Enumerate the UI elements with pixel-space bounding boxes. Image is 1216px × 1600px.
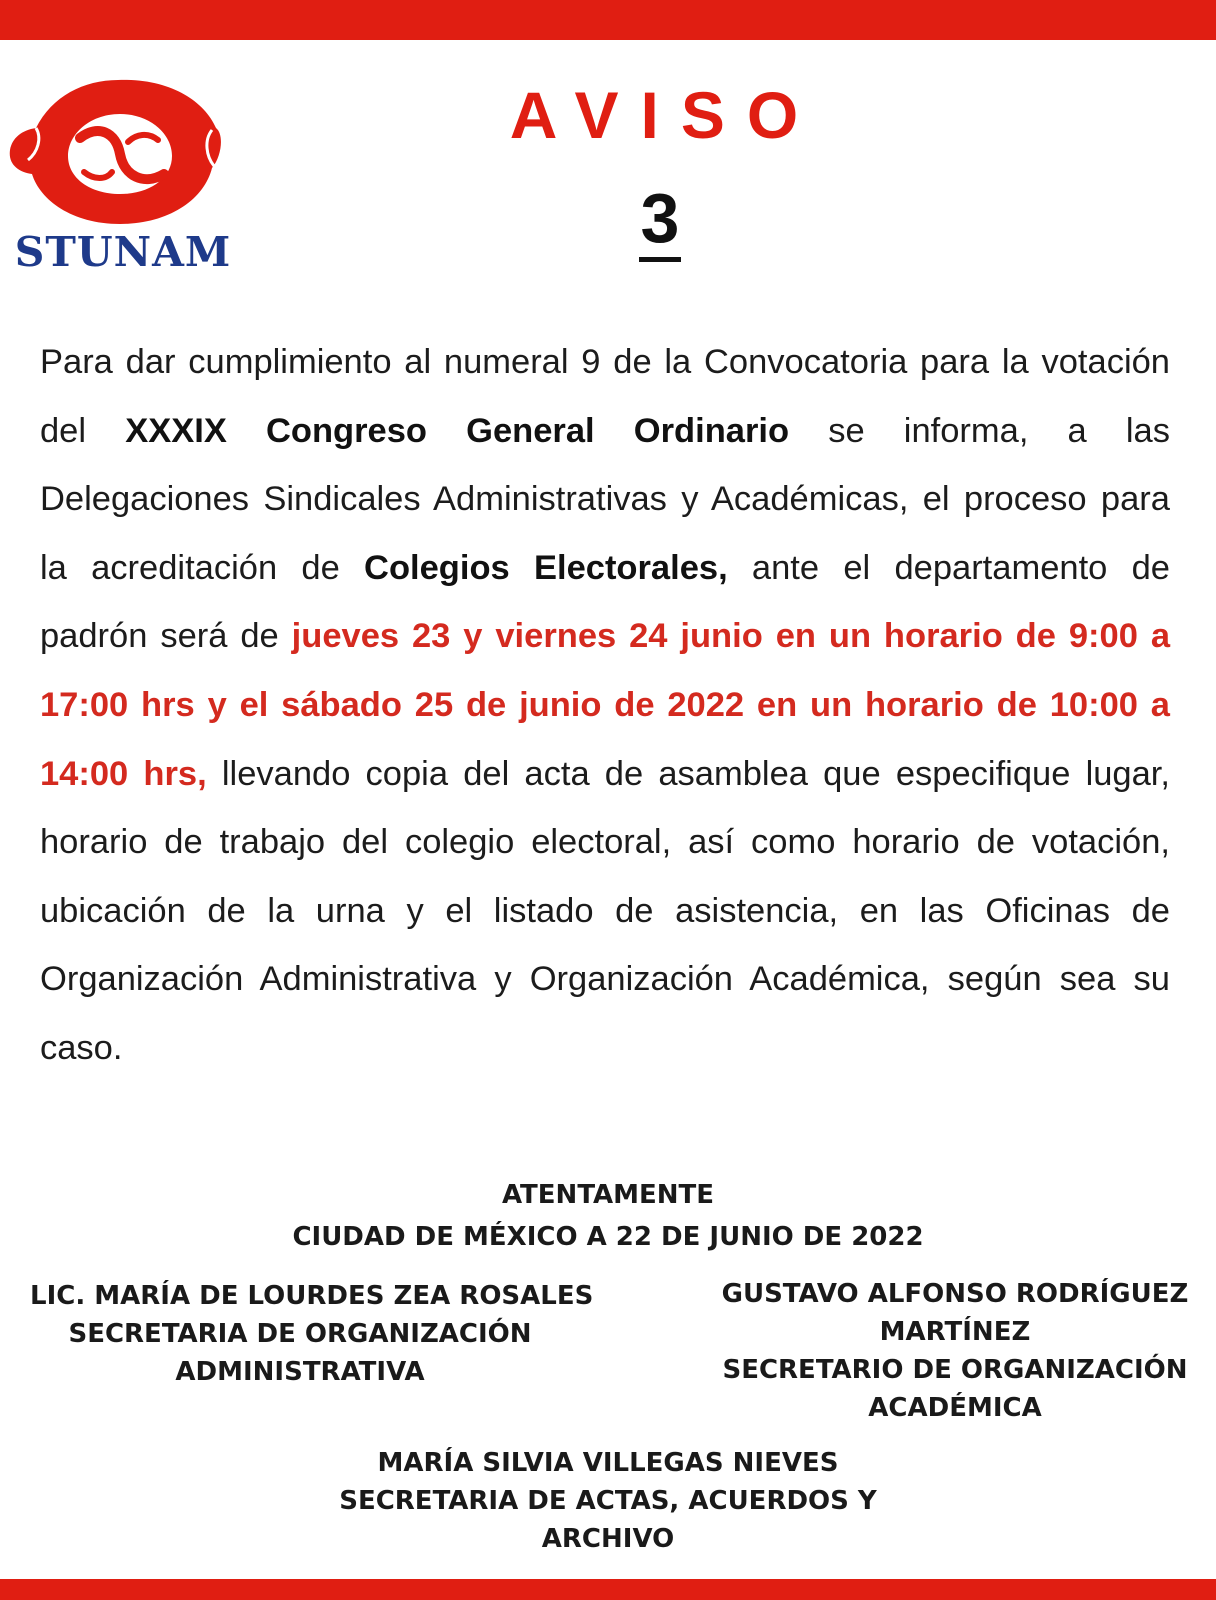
stunam-logo <box>8 78 232 278</box>
signatory-bottom <box>308 1444 908 1558</box>
closing-block <box>258 1174 958 1258</box>
signatory-title: ARCHIVO <box>541 1524 675 1554</box>
signatory-title: SECRETARIA DE ORGANIZACIÓN <box>68 1319 532 1349</box>
signatory-name: LIC. MARÍA DE LOURDES ZEA ROSALES <box>30 1281 594 1311</box>
page-title: AVISO <box>509 78 821 152</box>
notice-body: Para dar cumplimiento al numeral 9 de la Convocatoria para la votación del XXXIX Congreso General Ordinario se informa, a las Delegaciones Sindicales Administrativas y Académicas, el proceso para la acreditación de Colegios Electorales, ante el departamento de padrón será de jueves 23 y viernes 24 junio en un horario de 9:00 a 17:00 hrs y el sábado 25 de junio de 2022 en un horario de 10:00 a 14:00 hrs, llevando copia del acta de asamblea que especifique lugar, horario de trabajo del colegio electoral, así como horario de votación, ubicación de la urna y el listado de asistencia, en las Oficinas de Organización Administrativa y Organización Académica, según sea su caso. <box>40 343 1171 1067</box>
accreditation-dates: jueves 23 y viernes 24 junio en un horario de 9:00 a 17:00 hrs y el sábado 25 de junio de 2022 en un horario de 10:00 a 14:00 hrs, <box>40 617 1171 793</box>
place-date: CIUDAD DE MÉXICO A 22 DE JUNIO DE 2022 <box>292 1222 924 1252</box>
closing-salutation: ATENTAMENTE <box>501 1180 715 1210</box>
signatory-name: MARTÍNEZ <box>879 1317 1031 1347</box>
stunam-wordmark: STUNAM <box>14 228 232 276</box>
congress-name: XXXIX Congreso General Ordinario <box>125 411 790 450</box>
top-red-bar <box>0 0 1216 40</box>
signatory-name: GUSTAVO ALFONSO RODRÍGUEZ <box>721 1279 1189 1309</box>
bottom-red-bar <box>0 1579 1216 1600</box>
electoral-colleges: Colegios Electorales, <box>364 548 728 587</box>
signatory-name: MARÍA SILVIA VILLEGAS NIEVES <box>377 1448 839 1478</box>
notice-number: 3 <box>600 183 720 253</box>
signatory-right <box>700 1275 1210 1427</box>
signatory-title: ADMINISTRATIVA <box>175 1357 425 1387</box>
signatory-title: SECRETARIO DE ORGANIZACIÓN <box>722 1355 1188 1385</box>
signatory-left <box>30 1277 594 1391</box>
signatory-title: SECRETARIA DE ACTAS, ACUERDOS Y <box>339 1486 877 1516</box>
signatory-title: ACADÉMICA <box>868 1393 1042 1423</box>
stunam-logo-icon <box>8 78 228 238</box>
